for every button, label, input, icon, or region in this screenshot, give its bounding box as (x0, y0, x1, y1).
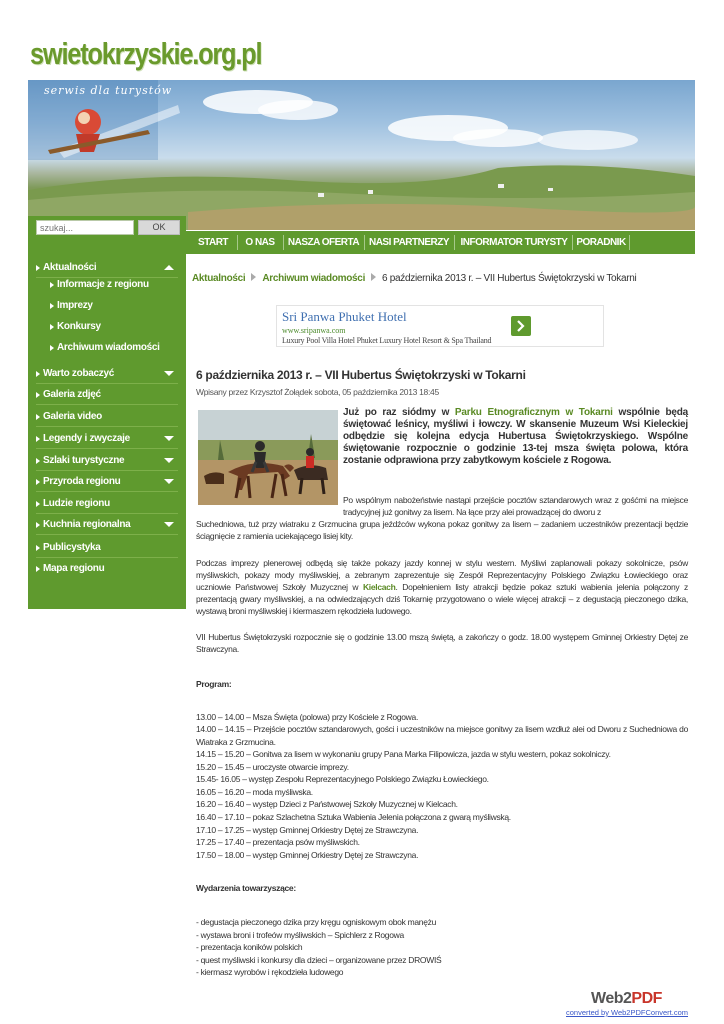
bullet-icon (50, 303, 54, 309)
bullet-icon (36, 436, 40, 442)
program-item: 15.45- 16.05 – występ Zespołu Reprezentacyjnego Polskiego Związku Łowieckiego. (196, 774, 489, 784)
search-input[interactable] (36, 220, 134, 235)
article-paragraph-1a: Po wspólnym nabożeństwie nastąpi przejście pocztów sztandarowych wraz z gośćmi na miejsce tradycyjnej już gonitwy za lisem. Na łące przy alei prowadzącej do dworu z (343, 495, 688, 517)
event-item: - degustacja pieczonego dzika przy kręgu ogniskowym obok manężu (196, 917, 437, 927)
chevron-right-icon[interactable] (511, 316, 531, 336)
bullet-icon (50, 282, 54, 288)
sidebar-item-ludzie[interactable]: Ludzie regionu (36, 493, 178, 514)
nav-divider (572, 235, 573, 250)
nav-divider (364, 235, 365, 250)
bullet-icon (36, 566, 40, 572)
article-meta: Wpisany przez Krzysztof Żołądek sobota, 05 października 2013 18:45 (196, 387, 439, 397)
sidebar-item-mapa[interactable]: Mapa regionu (36, 558, 178, 579)
nav-nasi-partnerzy[interactable]: NASI PARTNERZY (368, 237, 450, 248)
site-tagline: serwis dla turystów (44, 84, 173, 97)
program-item: 16.05 – 16.20 – moda myśliwska. (196, 787, 313, 797)
bullet-icon (36, 545, 40, 551)
bullet-icon (36, 392, 40, 398)
program-item: 16.20 – 16.40 – występ Dzieci z Państwowej Szkoły Muzycznej w Kielcach. (196, 799, 458, 809)
nav-divider (283, 235, 284, 250)
program-item: 14.15 – 15.20 – Gonitwa za lisem w wykonaniu grupy Pana Marka Filipowicza, jazda w stylu western, pokaz sokolniczy. (196, 749, 611, 759)
bullet-icon (50, 324, 54, 330)
sidebar-subitem-imprezy[interactable]: Imprezy (50, 296, 178, 316)
program-item: 17.10 – 17.25 – występ Gminnej Orkiestry Dętej ze Strawczyna. (196, 825, 419, 835)
program-item: 13.00 – 14.00 – Msza Święta (polowa) przy Kościele z Rogowa. (196, 712, 419, 722)
sidebar-subitem-archiwum[interactable]: Archiwum wiadomości (50, 338, 178, 358)
search-form (36, 220, 180, 235)
sidebar-subitem-konkursy[interactable]: Konkursy (50, 317, 178, 337)
sidebar-item-szlaki[interactable]: Szlaki turystyczne (36, 450, 178, 471)
site-logo[interactable]: swietokrzyskie.org.pl (30, 36, 262, 71)
ad-title[interactable]: Sri Panwa Phuket Hotel (282, 309, 407, 324)
web2pdf-logo[interactable]: Web2PDF (591, 990, 662, 1007)
event-item: - prezentacja koników polskich (196, 942, 303, 952)
sidebar-subitem-informacje[interactable]: Informacje z regionu (50, 275, 178, 295)
nav-o-nas[interactable]: O NAS (245, 237, 275, 248)
breadcrumb-archiwum[interactable]: Archiwum wiadomości (262, 273, 366, 284)
nav-nasza-oferta[interactable]: NASZA OFERTA (287, 237, 360, 248)
article-title: 6 października 2013 r. – VII Hubertus Świętokrzyski w Tokarni (196, 368, 526, 382)
link-kielcach[interactable]: Kielcach (362, 582, 396, 592)
nav-divider (237, 235, 238, 250)
expand-icon[interactable] (164, 522, 174, 527)
article-paragraph-2: Podczas imprezy plenerowej odbędą się także pokazy jazdy konnej w stylu western. Myśliwi zaplanowali pokazy sokolnicze, psów myśliwskich, pokazy mody myśliwskiej, a zebranym zaprezentuje się Zespół Reprezentacyjny Polskiego Związku Łowieckiego oraz uczniowie Państwowej Szkoły Muzycznej w Kielcach. Dopełnieniem listy atrakcji będzie pokaz sztuki wabienia jelenia połączony z prezentacją gwary myśliwskiej, a na odwiedzających dziś Tokarnię przygotowano o wiele więcej atrakcji – z degustacją pieczonego dzika, wystawą broni myśliwskiej i kiermaszem rękodzieła ludowego. (196, 558, 688, 616)
program-item: 17.50 – 18.00 – występ Gminnej Orkiestry Dętej ze Strawczyna. (196, 850, 419, 860)
horse-riders-illustration (198, 410, 338, 505)
bullet-icon (36, 265, 40, 271)
sidebar-item-warto-zobaczyc[interactable]: Warto zobaczyć (36, 363, 178, 384)
nav-divider (629, 235, 630, 250)
bullet-icon (36, 522, 40, 528)
bullet-icon (36, 479, 40, 485)
sidebar-item-przyroda[interactable]: Przyroda regionu (36, 471, 178, 492)
main-navigation (186, 231, 695, 254)
breadcrumb-aktualnosci[interactable]: Aktualności (192, 273, 246, 284)
ad-description: Luxury Pool Villa Hotel Phuket Luxury Hotel Resort & Spa Thailand (282, 336, 492, 345)
bullet-icon (36, 458, 40, 464)
landscape-illustration (28, 80, 695, 230)
collapse-icon[interactable] (164, 265, 174, 270)
sidebar-item-galeria-video[interactable]: Galeria video (36, 406, 178, 427)
nav-informator-turysty[interactable]: INFORMATOR TURYSTY (460, 237, 568, 248)
article-paragraph-1b: Suchedniowa, tuż przy wiatraku z Grzmucina grupa jeźdźców wykona pokaz gonitwy za lisem – zadaniem uczestników prezentacji będzie ściągnięcie z ramienia uciekającego lisiej kity. (196, 519, 688, 541)
article-photo (198, 410, 338, 505)
breadcrumb-arrow-icon (251, 273, 256, 281)
bullet-icon (36, 414, 40, 420)
article-lead: Już po raz siódmy w Parku Etnograficznym w Tokarni wspólnie będą świętować leśnicy, myśliwi i łowczy. W skansenie Muzeum Wsi Kieleckiej odbędzie się kolejna edycja Hubertusa Świętokrzyskiego. Wspólne świętowanie rozpocznie o godzinie 13-tej msza święta polowa, która zostanie odprawiona przy zabytkowym kościele z Rogowa. (343, 407, 688, 466)
event-item: - quest myśliwski i konkursy dla dzieci – organizowane przez DROWIŚ (196, 955, 442, 965)
sidebar-item-legendy[interactable]: Legendy i zwyczaje (36, 428, 178, 449)
program-item: 15.20 – 15.45 – uroczyste otwarcie imprezy. (196, 762, 349, 772)
program-item: 17.25 – 17.40 – prezentacja psów myśliwskich. (196, 837, 360, 847)
sidebar-item-galeria-zdjec[interactable]: Galeria zdjęć (36, 384, 178, 405)
web2pdf-link[interactable]: converted by Web2PDFConvert.com (566, 1008, 688, 1017)
bullet-icon (50, 345, 54, 351)
breadcrumb-arrow-icon (371, 273, 376, 281)
breadcrumb-current: 6 października 2013 r. – VII Hubertus Świętokrzyski w Tokarni (382, 273, 637, 284)
article-paragraph-3: VII Hubertus Świętokrzyski rozpocznie się o godzinie 13.00 mszą świętą, a zakończy o godz. 18.00 występem Gminnej Orkiestry Dętej ze Strawczyna. (196, 632, 688, 654)
expand-icon[interactable] (164, 371, 174, 376)
ad-banner[interactable] (276, 305, 604, 347)
nav-start[interactable]: START (197, 237, 229, 248)
program-item: 16.40 – 17.10 – pokaz Szlachetna Sztuka Wabienia Jelenia połączona z gwarą myśliwską. (196, 812, 511, 822)
breadcrumb (192, 273, 636, 284)
sidebar-item-publicystyka[interactable]: Publicystyka (36, 537, 178, 558)
expand-icon[interactable] (164, 479, 174, 484)
program-heading: Program: (196, 679, 232, 689)
bullet-icon (36, 501, 40, 507)
expand-icon[interactable] (164, 436, 174, 441)
link-park-etnograficzny[interactable]: Parku Etnograficznym w Tokarni (454, 407, 613, 418)
program-item: 14.00 – 14.15 – Przejście pocztów sztandarowych, gości i uczestników na miejsce gonitwy za lisem wzdłuż alei od Dworu z Suchedniowa do Wiatraka z Grzmucina. (196, 724, 688, 747)
sidebar-item-aktualnosci[interactable]: Aktualności (36, 257, 178, 278)
nav-divider (454, 235, 455, 250)
event-item: - kiermasz wyrobów i rękodzieła ludowego (196, 967, 344, 977)
header-banner (28, 80, 695, 230)
expand-icon[interactable] (164, 458, 174, 463)
ad-url[interactable]: www.sripanwa.com (282, 326, 346, 335)
bullet-icon (36, 371, 40, 377)
event-item: - wystawa broni i trofeów myśliwskich – Spichlerz z Rogowa (196, 930, 404, 940)
sidebar-item-kuchnia[interactable]: Kuchnia regionalna (36, 514, 178, 535)
events-heading: Wydarzenia towarzyszące: (196, 883, 296, 893)
nav-poradnik[interactable]: PORADNIK (576, 237, 626, 248)
search-button[interactable]: OK (138, 220, 180, 235)
